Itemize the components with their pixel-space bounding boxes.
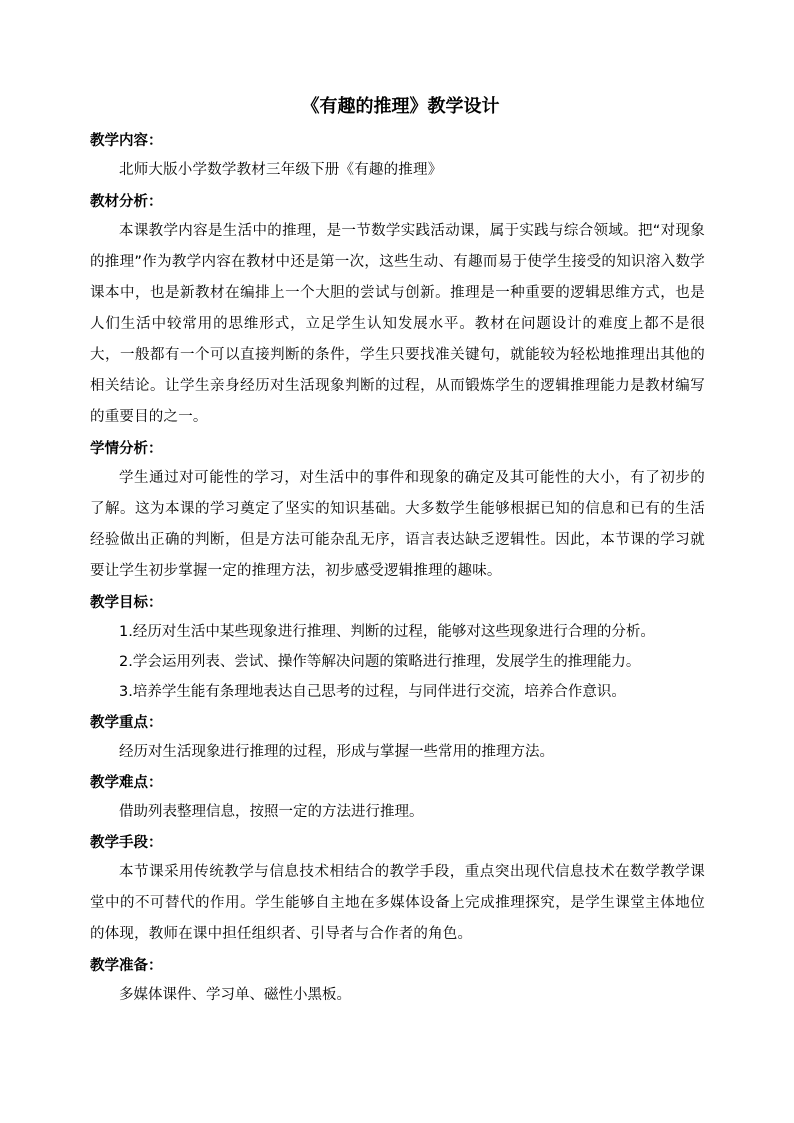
section-heading: 学情分析： <box>90 441 163 457</box>
section-heading: 教学准备： <box>90 958 163 974</box>
goal-item: 1.经历对生活中某些现象进行推理、判断的过程，能够对这些现象进行合理的分析。 <box>119 624 655 640</box>
goal-item: 2.学会运用列表、尝试、操作等解决问题的策略进行推理，发展学生的推理能力。 <box>119 654 641 670</box>
section-heading: 教学难点： <box>90 775 163 791</box>
section-paragraph: 北师大版小学数学教材三年级下册《有趣的推理》 <box>119 162 443 178</box>
section-heading: 教学目标： <box>90 595 163 611</box>
section-textbook-analysis <box>90 188 705 433</box>
section-teaching-goals <box>90 589 705 707</box>
section-content <box>90 127 705 186</box>
section-paragraph: 学生通过对可能性的学习，对生活中的事件和现象的确定及其可能性的大小，有了初步的了解。这为本课的学习奠定了坚实的知识基础。大多数学生能够根据已知的信息和已有的生活经验做出正确的判断，但是方法可能杂乱无序，语言表达缺乏逻辑性。因此，本节课的学习就要让学生初步掌握一定的推理方法，初步感受逻辑推理的趣味。 <box>90 470 705 579</box>
section-heading: 教学重点： <box>90 715 163 731</box>
section-heading: 教材分析： <box>90 194 163 210</box>
goal-item: 3.培养学生能有条理地表达自己思考的过程，与同伴进行交流，培养合作意识。 <box>119 684 626 700</box>
section-key-points <box>90 709 705 767</box>
document-title: 《有趣的推理》教学设计 <box>301 96 500 117</box>
section-heading: 教学内容： <box>90 133 163 149</box>
section-paragraph: 本节课采用传统教学与信息技术相结合的教学手段，重点突出现代信息技术在数学教学课堂中的不可替代的作用。学生能够自主地在多媒体设备上完成推理探究，是学生课堂主体地位的体现，教师在课中担任组织者、引导者与合作者的角色。 <box>90 864 705 942</box>
section-paragraph: 经历对生活现象进行推理的过程，形成与掌握一些常用的推理方法。 <box>119 744 554 760</box>
section-student-analysis <box>90 435 705 587</box>
section-paragraph: 多媒体课件、学习单、磁性小黑板。 <box>119 987 351 1003</box>
document-page <box>90 93 705 1012</box>
section-teaching-means <box>90 829 705 950</box>
section-paragraph: 借助列表整理信息，按照一定的方法进行推理。 <box>119 804 424 820</box>
section-paragraph: 本课教学内容是生活中的推理，是一节数学实践活动课，属于实践与综合领域。把“对现象的推理”作为教学内容在教材中还是第一次，这些生动、有趣而易于使学生接受的知识溶入数学课本中，也是新教材在编排上一个大胆的尝试与创新。推理是一种重要的逻辑思维方式，也是人们生活中较常用的思维形式，立足学生认知发展水平。教材在问题设计的难度上都不是很大，一般都有一个可以直接判断的条件，学生只要找准关键句，就能较为轻松地推理出其他的相关结论。让学生亲身经历对生活现象判断的过程，从而锻炼学生的逻辑推理能力是教材编写的重要目的之一。 <box>90 223 705 425</box>
section-heading: 教学手段： <box>90 835 163 851</box>
section-difficult-points <box>90 769 705 827</box>
section-teaching-preparation <box>90 952 705 1010</box>
